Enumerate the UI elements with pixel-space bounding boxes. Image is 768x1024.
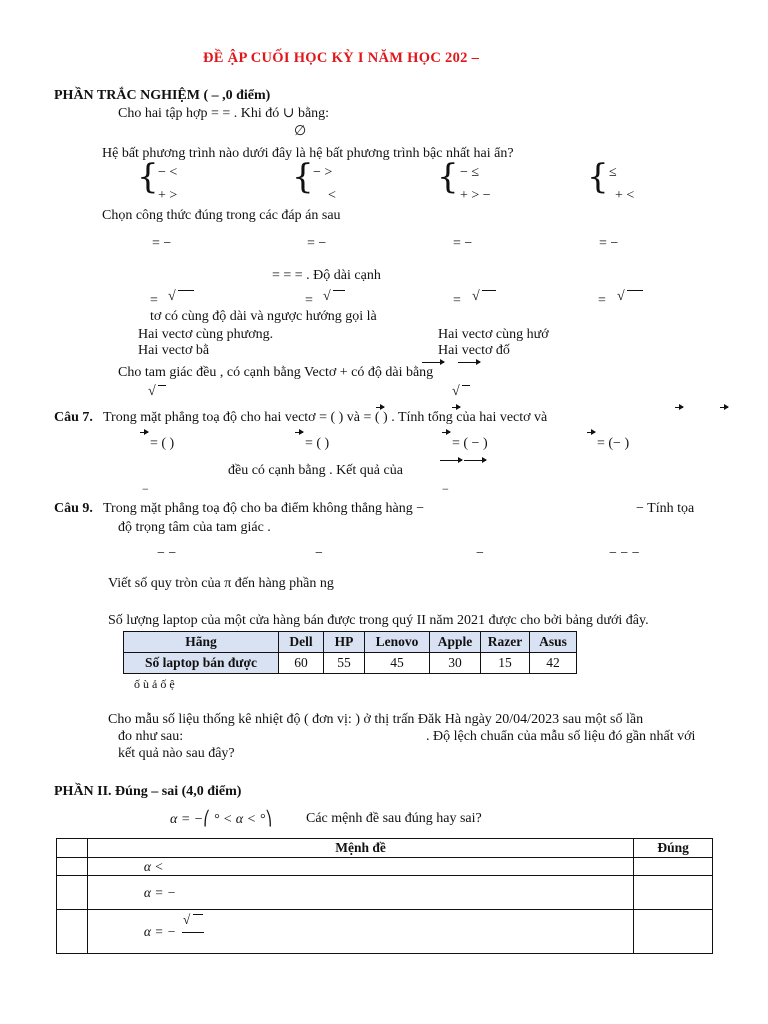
option-brace: { <box>437 157 459 197</box>
table-header-cell: Mệnh đề <box>87 839 633 858</box>
option-b-line2: < <box>328 188 336 203</box>
empty-set-symbol: ∅ <box>294 124 307 139</box>
table-row <box>57 910 713 954</box>
table-row <box>57 858 713 876</box>
table-header-row <box>57 839 713 858</box>
table-header-cell: Dell <box>279 632 324 653</box>
question-12-line3: kết quả nào sau đây? <box>118 746 235 761</box>
table-row <box>124 653 577 674</box>
table-row <box>57 876 713 910</box>
exam-title: ĐỀ ẬP CUỐI HỌC KỲ I NĂM HỌC 202 – <box>203 50 480 66</box>
question-10-text: Viết số quy tròn của π đến hàng phần ng <box>108 576 334 591</box>
q6-sqrt-right: √ <box>452 384 460 399</box>
sqrt-bar <box>178 290 194 291</box>
q4-option-c-sqrt: √ <box>472 289 480 304</box>
sqrt-bar <box>482 290 496 291</box>
sqrt-bar <box>462 385 470 386</box>
option-c-line1: − ≤ <box>460 165 480 180</box>
option-brace: { <box>292 157 314 197</box>
statement-c-text: α = − <box>143 923 176 939</box>
answer-cell[interactable] <box>634 876 713 910</box>
part2-intro-math: α = −⎛ ° < α < °⎞ <box>170 812 273 827</box>
table-cell <box>57 858 88 876</box>
vector-arrow <box>452 407 460 408</box>
question-1-text: Cho hai tập hợp = = . Khi đó ∪ bằng: <box>118 106 330 121</box>
q3-option-d: = − <box>599 236 619 251</box>
table-header-cell: Apple <box>430 632 481 653</box>
q9-option-a: − − <box>157 546 177 561</box>
table-header-cell: Asus <box>530 632 577 653</box>
q8-option-a: − <box>142 482 149 496</box>
answer-cell[interactable] <box>634 858 713 876</box>
vector-arrow <box>442 432 450 433</box>
table-header-cell <box>57 839 88 858</box>
table-cell: 42 <box>530 653 577 674</box>
vector-arrow <box>422 362 444 363</box>
question-8-text: đều có cạnh bằng . Kết quả của <box>228 463 403 478</box>
q4-option-c: = <box>453 293 461 308</box>
vector-arrow <box>464 460 486 461</box>
q3-option-a: = − <box>152 236 172 251</box>
question-9-line2: độ trọng tâm của tam giác . <box>118 520 271 535</box>
table-cell: 60 <box>279 653 324 674</box>
option-b-line1: − > <box>313 165 333 180</box>
table-header-cell: Lenovo <box>365 632 430 653</box>
table-header-cell: Đúng <box>634 839 713 858</box>
q5-option-b: Hai vectơ cùng hướ <box>438 327 549 342</box>
question-6-text: Cho tam giác đều , có cạnh bằng Vectơ + có độ dài bằng <box>118 365 434 380</box>
answer-cell[interactable] <box>634 910 713 954</box>
q5-option-a: Hai vectơ cùng phương. <box>138 327 274 342</box>
option-c-line2: + > − <box>460 188 491 203</box>
question-7-text: Trong mặt phẳng toạ độ cho hai vectơ = ( ) và = ( ) . Tính tổng của hai vectơ và <box>103 410 548 425</box>
sqrt-bar <box>333 290 345 291</box>
sqrt-bar <box>193 914 203 915</box>
statement-c <box>87 910 633 954</box>
q4-option-d-sqrt: √ <box>617 289 625 304</box>
question-4-text: = = = . Độ dài cạnh <box>272 268 381 283</box>
fraction-sqrt: √ <box>182 912 191 927</box>
option-d-line1: ≤ <box>609 165 617 180</box>
q4-option-a: = <box>150 293 158 308</box>
option-a-line2: + > <box>158 188 178 203</box>
option-brace: { <box>137 157 159 197</box>
option-a-line1: − < <box>158 165 178 180</box>
question-12-line2a: đo như sau: <box>118 729 184 744</box>
statement-b: α = − <box>87 876 633 910</box>
q7-option-d: = (− ) <box>597 436 630 451</box>
q4-option-b: = <box>305 293 313 308</box>
q9-option-b: − <box>315 546 323 561</box>
sqrt-bar <box>627 290 643 291</box>
table-cell: 45 <box>365 653 430 674</box>
table-cell: 30 <box>430 653 481 674</box>
question-9-line1: Trong mặt phẳng toạ độ cho ba điểm không thẳng hàng − <box>103 501 425 516</box>
vector-arrow <box>720 407 728 408</box>
q9-option-c: − <box>476 546 484 561</box>
q9-option-d: − − − <box>609 546 640 561</box>
true-false-table <box>56 838 713 954</box>
q3-option-c: = − <box>453 236 473 251</box>
table-header-cell: Hãng <box>124 632 279 653</box>
part1-heading: PHẦN TRẮC NGHIỆM ( – ,0 điểm) <box>54 88 271 103</box>
question-9-line1-end: − Tính tọa <box>636 501 695 516</box>
table-row-label: Số laptop bán được <box>124 653 279 674</box>
q5-option-d: Hai vectơ đố <box>438 343 510 358</box>
question-11-after: ố ù ả ố ệ <box>134 677 175 691</box>
question-11-text: Số lượng laptop của một cửa hàng bán được trong quý II năm 2021 được cho bởi bảng dưới đây. <box>108 613 649 628</box>
q5-option-c: Hai vectơ bằ <box>138 343 210 358</box>
q6-sqrt-left: √ <box>148 384 156 399</box>
table-cell <box>57 910 88 954</box>
question-7-label: Câu 7. <box>54 410 93 425</box>
q3-option-b: = − <box>307 236 327 251</box>
question-12-line1: Cho mẫu số liệu thống kê nhiệt độ ( đơn vị: ) ở thị trấn Đăk Hà ngày 20/04/2023 sau một số lần <box>108 712 644 727</box>
table-cell: 55 <box>324 653 365 674</box>
q8-option-c: − <box>442 482 449 496</box>
q4-option-b-sqrt: √ <box>323 289 331 304</box>
option-d-line2: + < <box>615 188 635 203</box>
vector-arrow <box>587 432 595 433</box>
q4-option-a-sqrt: √ <box>168 289 176 304</box>
table-header-cell: Razer <box>481 632 530 653</box>
q7-option-b: = ( ) <box>305 436 330 451</box>
q7-option-a: = ( ) <box>150 436 175 451</box>
vector-arrow <box>376 407 384 408</box>
q4-option-d: = <box>598 293 606 308</box>
question-9-label: Câu 9. <box>54 501 93 516</box>
vector-arrow <box>140 432 148 433</box>
vector-arrow <box>440 460 462 461</box>
table-header-row <box>124 632 577 653</box>
vector-arrow <box>675 407 683 408</box>
table-cell <box>57 876 88 910</box>
question-3-text: Chọn công thức đúng trong các đáp án sau <box>102 208 341 223</box>
option-brace: { <box>587 157 609 197</box>
vector-arrow <box>458 362 480 363</box>
part2-heading: PHẦN II. Đúng – sai (4,0 điểm) <box>54 784 242 799</box>
fraction-bar <box>182 932 204 933</box>
question-5-text: tơ có cùng độ dài và ngược hướng gọi là <box>150 309 377 324</box>
q7-option-c: = ( − ) <box>452 436 488 451</box>
question-2-text: Hệ bất phương trình nào dưới đây là hệ bất phương trình bậc nhất hai ẩn? <box>102 146 514 161</box>
statement-a: α < <box>87 858 633 876</box>
table-cell: 15 <box>481 653 530 674</box>
laptop-sales-table <box>123 631 577 674</box>
vector-arrow <box>295 432 303 433</box>
table-header-cell: HP <box>324 632 365 653</box>
sqrt-bar <box>158 385 166 386</box>
question-12-line2b: . Độ lệch chuẩn của mẫu số liệu đó gần nhất với <box>426 729 696 744</box>
part2-intro-text: Các mệnh đề sau đúng hay sai? <box>306 811 482 826</box>
